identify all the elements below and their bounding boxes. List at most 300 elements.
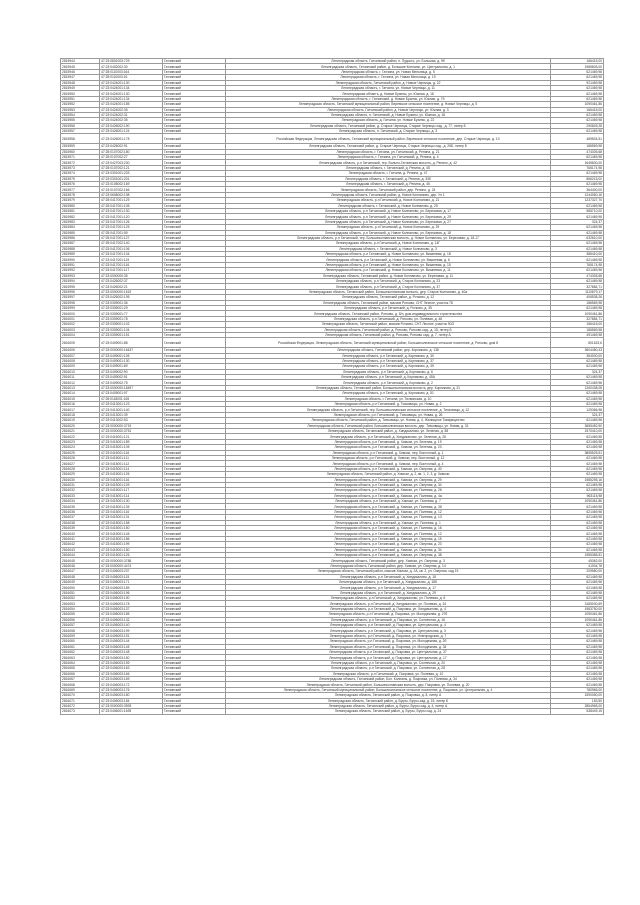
address-cell: Ленинградская область, р-н Гатчинский, д. Тихковицы, ул. Новая, д. 2 bbox=[226, 402, 551, 407]
address-cell: Ленинградская область, р-н Гатчинский, д. Хиндикалово, д. 185 bbox=[226, 579, 551, 584]
cadastral-number-cell: 47:23:0413001:123 bbox=[100, 402, 163, 407]
value-cell: 621469,98 bbox=[551, 257, 604, 262]
value-cell: 1110879,17 bbox=[551, 289, 604, 294]
address-cell: Ленинградская область, р-н Гатчинский, д. Корпиково, д. 30 bbox=[226, 353, 551, 358]
object-id-cell: 2816013 bbox=[61, 385, 100, 390]
municipality-cell: Гатчинский bbox=[163, 364, 226, 369]
object-id-cell: 2816009 bbox=[61, 364, 100, 369]
address-cell: Ленинградская область, р-н Гатчинский, д. Ротково, д. 35 bbox=[226, 305, 551, 310]
cadastral-number-cell: 47:23:0309001:78 bbox=[100, 316, 163, 321]
municipality-cell: Гатчинский bbox=[163, 375, 226, 380]
municipality-cell: Гатчинский bbox=[163, 666, 226, 671]
address-cell: Ленинградская область, Гатчинский район, дер. Корпиково, д. 138 bbox=[226, 348, 551, 353]
value-cell: 3855525,51 bbox=[551, 450, 604, 455]
municipality-cell: Гатчинский bbox=[163, 165, 226, 170]
cadastral-number-cell: 47:23:0426001:178 bbox=[100, 134, 163, 144]
object-id-cell: 2815989 bbox=[61, 252, 100, 257]
cadastral-number-cell: 47:23:0409001:89 bbox=[100, 364, 163, 369]
address-cell: Ленинградская область, р-н Гатчинский, д. Покровка, ул. Новгородская, д. 7 bbox=[226, 633, 551, 638]
cadastral-number-cell: 47:23:0406003:163 bbox=[100, 666, 163, 671]
address-cell: Ленинградская область, р-н Гатчинский, д. Химози, ул. Полевая, д. 12 bbox=[226, 531, 551, 536]
object-id-cell: 2816064 bbox=[61, 660, 100, 665]
municipality-cell: Гатчинский bbox=[163, 682, 226, 687]
object-id-cell: 2815945 bbox=[61, 64, 100, 69]
cadastral-number-cell: 47:23:0413002:53 bbox=[100, 418, 163, 423]
value-cell: 1090461,86 bbox=[551, 311, 604, 316]
municipality-cell: Гатчинский bbox=[163, 230, 226, 235]
object-id-cell: 2816027 bbox=[61, 461, 100, 466]
object-id-cell: 2816048 bbox=[61, 574, 100, 579]
address-cell: Ленинградская область, д. Гатчина, ул. Новые Бузины, д. 22 bbox=[226, 118, 551, 123]
value-cell: 621469,98 bbox=[551, 482, 604, 487]
value-cell: 491469,98 bbox=[551, 332, 604, 337]
cadastral-number-cell: 47:23:0301001:201 bbox=[100, 176, 163, 181]
municipality-cell: Гатчинский bbox=[163, 547, 226, 552]
municipality-cell: Гатчинский bbox=[163, 596, 226, 601]
cadastral-number-cell: 47:23:0406003:169 bbox=[100, 676, 163, 681]
address-cell: Ленинградская область, Гатчинский район, п. Пудость, ул. Большая, д. 9б bbox=[226, 59, 551, 64]
municipality-cell: Гатчинский bbox=[163, 214, 226, 219]
municipality-cell: Гатчинский bbox=[163, 295, 226, 300]
municipality-cell: Гатчинский bbox=[163, 311, 226, 316]
value-cell: 384000,00 bbox=[551, 353, 604, 358]
value-cell: 866215,00 bbox=[551, 176, 604, 181]
object-id-cell: 2815983 bbox=[61, 219, 100, 224]
object-id-cell: 2816041 bbox=[61, 536, 100, 541]
cadastral-number-cell: 47:23:0424001:134 bbox=[100, 96, 163, 101]
cadastral-number-cell: 47:23:0417001:120 bbox=[100, 214, 163, 219]
cadastral-number-cell: 47:23:0000000:35 bbox=[100, 273, 163, 278]
municipality-cell: Гатчинский bbox=[163, 709, 226, 714]
address-cell: Ленинградская область, р-н Гатчинский, д. Корпиково, д. 2 bbox=[226, 380, 551, 385]
municipality-cell: Гатчинский bbox=[163, 85, 226, 90]
cadastral-number-cell: 47:23:0309001:104 bbox=[100, 327, 163, 332]
cadastral-number-cell: 47:23:0417001:126 bbox=[100, 219, 163, 224]
municipality-cell: Гатчинский bbox=[163, 273, 226, 278]
cadastral-number-cell: 47:23:0413001:140 bbox=[100, 407, 163, 412]
address-cell: Ленинградская область, Гатчинский район, д. Большие Колпаны, ул. Центральная, д. 1 bbox=[226, 64, 551, 69]
value-cell: 621469,98 bbox=[551, 155, 604, 160]
municipality-cell: Гатчинский bbox=[163, 445, 226, 450]
municipality-cell: Гатчинский bbox=[163, 160, 226, 165]
municipality-cell: Гатчинский bbox=[163, 660, 226, 665]
address-cell: Ленинградская область, р-н Гатчинский, д. Корпиково, д. 37 bbox=[226, 358, 551, 363]
object-id-cell: 2816047 bbox=[61, 569, 100, 574]
value-cell: 621469,98 bbox=[551, 241, 604, 246]
municipality-cell: Гатчинский bbox=[163, 693, 226, 698]
value-cell: 1985805,00 bbox=[551, 64, 604, 69]
value-cell: 186569,98 bbox=[551, 300, 604, 305]
municipality-cell: Гатчинский bbox=[163, 488, 226, 493]
value-cell: 1570410,00 bbox=[551, 428, 604, 433]
address-cell: Ленинградская область, Гатчинский район, д. Старые Черницы, Старые Черницы сад., д. 77, литер Б bbox=[226, 123, 551, 128]
value-cell: 621469,98 bbox=[551, 623, 604, 628]
municipality-cell: Гатчинский bbox=[163, 69, 226, 74]
object-id-cell: 2816063 bbox=[61, 655, 100, 660]
address-cell: Ленинградская область, р-н Гатчинский, д. Химози, ул. Полевая, д. 26 bbox=[226, 488, 551, 493]
address-cell: Ленинградская область, г. Гатчина, ул. Новая Мельница, д. 19 bbox=[226, 75, 551, 80]
value-cell: 621469,98 bbox=[551, 682, 604, 687]
municipality-cell: Гатчинский bbox=[163, 623, 226, 628]
cadastral-number-cell: 47:23:0309001:77 bbox=[100, 311, 163, 316]
cadastral-number-cell: 47:23:0409002:91 bbox=[100, 375, 163, 380]
cadastral-number-cell: 47:23:0424002:35 bbox=[100, 107, 163, 112]
address-cell: Ленинградская область, р-н Гатчинский, д. Тихковицы, ул. Новая, д. 26 bbox=[226, 412, 551, 417]
value-cell: 474305,68 bbox=[551, 149, 604, 154]
municipality-cell: Гатчинский bbox=[163, 655, 226, 660]
municipality-cell: Гатчинский bbox=[163, 450, 226, 455]
object-id-cell: 2815990 bbox=[61, 257, 100, 262]
municipality-cell: Гатчинский bbox=[163, 171, 226, 176]
cadastral-number-cell: 47:23:0406003:189 bbox=[100, 585, 163, 590]
municipality-cell: Гатчинский bbox=[163, 676, 226, 681]
cadastral-number-cell: 47:23:0409001:130 bbox=[100, 358, 163, 363]
address-cell: Ленинградская область, р-н Гатчинский, д. Хиндикалово, ул. Зеленая, д. 26 bbox=[226, 434, 551, 439]
municipality-cell: Гатчинский bbox=[163, 612, 226, 617]
address-cell: Ленинградская область, Гатчинский район, д. Тихковицы, ул. Новая, д. 4, Жилищное Товарищество bbox=[226, 418, 551, 423]
object-id-cell: 2815959 bbox=[61, 144, 100, 149]
object-id-cell: 2816024 bbox=[61, 445, 100, 450]
municipality-cell: Гатчинский bbox=[163, 574, 226, 579]
address-cell: Ленинградская область, Гатчинский район, дер. Репино, д. 24 bbox=[226, 187, 551, 192]
municipality-cell: Гатчинский bbox=[163, 187, 226, 192]
cadastral-number-cell: 47:23:0406003:159 bbox=[100, 660, 163, 665]
municipality-cell: Гатчинский bbox=[163, 112, 226, 117]
value-cell: 324,37 bbox=[551, 412, 604, 417]
value-cell: 186569,98 bbox=[551, 327, 604, 332]
value-cell: 921469,98 bbox=[551, 80, 604, 85]
object-id-cell: 2815957 bbox=[61, 129, 100, 134]
object-id-cell: 2816061 bbox=[61, 644, 100, 649]
municipality-cell: Гатчинский bbox=[163, 198, 226, 203]
address-cell: Ленинградская область, г. Гатчина, ул. Тихвинская, д. 10 bbox=[226, 396, 551, 401]
municipality-cell: Гатчинский bbox=[163, 129, 226, 134]
table-body bbox=[61, 59, 604, 715]
municipality-cell: Гатчинский bbox=[163, 650, 226, 655]
object-id-cell: 2816026 bbox=[61, 455, 100, 460]
address-cell: Ленинградская область, Гатчинский район, д. Бугры, Бугры сад. д. 24 bbox=[226, 709, 551, 714]
municipality-cell: Гатчинский bbox=[163, 391, 226, 396]
address-cell: Ленинградская область, Гатчинский район, д. Хиндикалово, ул. Зеленая, д. 58 bbox=[226, 428, 551, 433]
cadastral-number-cell: 47:23:0415001:130 bbox=[100, 499, 163, 504]
address-cell: Ленинградская область, р-н Гатчинский, д. Новое Колпаново, ул. Березовая, д. 18 bbox=[226, 230, 551, 235]
address-cell: Ленинградская область, р-н Гатчинский, д. Хиндикалово, д. 17 bbox=[226, 585, 551, 590]
address-cell: Ленинградская область, р-н Гатчинский, д. Химози, ул. Озерная, д. 29 bbox=[226, 477, 551, 482]
address-cell: Ленинградская область, р-н Гатчинский, д. Покровка, ул. Центральная, д. 3 bbox=[226, 628, 551, 633]
value-cell: 621469,98 bbox=[551, 488, 604, 493]
value-cell: 621469,98 bbox=[551, 230, 604, 235]
municipality-cell: Гатчинский bbox=[163, 59, 226, 64]
property-register-table bbox=[60, 58, 604, 715]
cadastral-number-cell: 47:23:0415001:158 bbox=[100, 520, 163, 525]
municipality-cell: Гатчинский bbox=[163, 703, 226, 708]
object-id-cell: 2816017 bbox=[61, 407, 100, 412]
value-cell: 474305,68 bbox=[551, 273, 604, 278]
object-id-cell: 2815996 bbox=[61, 289, 100, 294]
value-cell: 489504,51 bbox=[551, 134, 604, 144]
address-cell: Ленинградская область, р-н Гатчинский, д. Химози, ул. Полевая, д. 38 bbox=[226, 504, 551, 509]
cadastral-number-cell: 47:23:0107002:166 bbox=[100, 187, 163, 192]
value-cell: 3185030,69 bbox=[551, 601, 604, 606]
object-id-cell: 2816058 bbox=[61, 628, 100, 633]
cadastral-number-cell: 47:23:0409001:88 bbox=[100, 338, 163, 348]
cadastral-number-cell: 47:23:0415001:116 bbox=[100, 450, 163, 455]
cadastral-number-cell: 47:23:0426002:37 bbox=[100, 279, 163, 284]
object-id-cell: 2815954 bbox=[61, 112, 100, 117]
object-id-cell: 2815980 bbox=[61, 203, 100, 208]
municipality-cell: Гатчинский bbox=[163, 369, 226, 374]
address-cell: Ленинградская область, р-н Гатчинский, д. Химози, пер. Восточный, д. 1 bbox=[226, 450, 551, 455]
value-cell: 621469,98 bbox=[551, 542, 604, 547]
cadastral-number-cell: 47:25:0110003:164 bbox=[100, 69, 163, 74]
municipality-cell: Гатчинский bbox=[163, 144, 226, 149]
object-id-cell: 2815975 bbox=[61, 176, 100, 181]
address-cell: Ленинградская область, Гатчинский район, массив Химози, д. 2А, кв. 2, ул. Озерная, сад 19 bbox=[226, 569, 551, 574]
value-cell: 621469,98 bbox=[551, 225, 604, 230]
address-cell: Ленинградская область, р-н Гатчинский, д. Покровка, ул. Полевая, д. 10 bbox=[226, 671, 551, 676]
object-id-cell: 2815960 bbox=[61, 149, 100, 154]
object-id-cell: 2816070 bbox=[61, 693, 100, 698]
object-id-cell: 2815974 bbox=[61, 171, 100, 176]
cadastral-number-cell: 47:23:0406003:184 bbox=[100, 698, 163, 703]
cadastral-number-cell: 47:23:0301001:233 bbox=[100, 171, 163, 176]
municipality-cell: Гатчинский bbox=[163, 289, 226, 294]
address-cell: Ленинградская область, г. Гатчина, ул. Гатчинский, д. Репина, д. 21 bbox=[226, 149, 551, 154]
value-cell: 621469,98 bbox=[551, 628, 604, 633]
object-id-cell: 2815984 bbox=[61, 225, 100, 230]
address-cell: Ленинградская область, р-н Гатчинский, д. Химози, пер. Восточный, д. 4 bbox=[226, 461, 551, 466]
value-cell: 1983750,00 bbox=[551, 606, 604, 611]
cadastral-number-cell: 47:23:0000000:4474 bbox=[100, 563, 163, 568]
address-cell: Ленинградская область, р-н Гатчинский, д. Покровка, ул. Центральная, д. 37 bbox=[226, 650, 551, 655]
municipality-cell: Гатчинский bbox=[163, 300, 226, 305]
cadastral-number-cell: 47:23:0424002:31 bbox=[100, 112, 163, 117]
address-cell: Ленинградская область, Гатчинский район, д. Новые Черницы, д. 22 bbox=[226, 80, 551, 85]
object-id-cell: 2815956 bbox=[61, 123, 100, 128]
cadastral-number-cell: 47:23:0424001:130 bbox=[100, 80, 163, 85]
cadastral-number-cell: 47:23:0415001:199 bbox=[100, 542, 163, 547]
object-id-cell: 2815988 bbox=[61, 246, 100, 251]
value-cell: 1090461,86 bbox=[551, 499, 604, 504]
object-id-cell: 2816066 bbox=[61, 671, 100, 676]
cadastral-number-cell: 47:23:0417001:125 bbox=[100, 225, 163, 230]
cadastral-number-cell: 47:23:0417001:104 bbox=[100, 252, 163, 257]
address-cell: Ленинградская область, р-н Гатчинский, д. Старое Колпаново, д. 23 bbox=[226, 279, 551, 284]
municipality-cell: Гатчинский bbox=[163, 134, 226, 144]
municipality-cell: Гатчинский bbox=[163, 107, 226, 112]
value-cell: 621469,98 bbox=[551, 358, 604, 363]
municipality-cell: Гатчинский bbox=[163, 531, 226, 536]
table-row bbox=[61, 338, 604, 348]
address-cell: Ленинградская область, р-н Гатчинский, д. Новое Колпаново, д. 21 bbox=[226, 198, 551, 203]
cadastral-number-cell: 47:23:0415001:121 bbox=[100, 434, 163, 439]
value-cell: 621469,98 bbox=[551, 650, 604, 655]
value-cell: 963115,98 bbox=[551, 493, 604, 498]
address-cell: Ленинградская область, р-н Гатчинский, д. Корпиково, д. 45А bbox=[226, 375, 551, 380]
object-id-cell: 2816054 bbox=[61, 606, 100, 611]
cadastral-number-cell: 47:23:0415001:116 bbox=[100, 509, 163, 514]
object-id-cell: 2815950 bbox=[61, 91, 100, 96]
municipality-cell: Гатчинский bbox=[163, 504, 226, 509]
cadastral-number-cell: 47:25:0110003:16 bbox=[100, 75, 163, 80]
value-cell: 125366,98 bbox=[551, 407, 604, 412]
object-id-cell: 2816053 bbox=[61, 601, 100, 606]
cadastral-number-cell: 47:23:0406003:171 bbox=[100, 579, 163, 584]
object-id-cell: 2816028 bbox=[61, 466, 100, 471]
municipality-cell: Гатчинский bbox=[163, 520, 226, 525]
municipality-cell: Гатчинский bbox=[163, 477, 226, 482]
object-id-cell: 2816034 bbox=[61, 499, 100, 504]
address-cell: Ленинградская область, р-н Гатчинский, д. Новое Колпаново, ул. Вишневая, д. 11 bbox=[226, 268, 551, 273]
municipality-cell: Гатчинский bbox=[163, 118, 226, 123]
cadastral-number-cell: 47:23:0309001:36 bbox=[100, 300, 163, 305]
municipality-cell: Гатчинский bbox=[163, 687, 226, 692]
value-cell: 621469,98 bbox=[551, 461, 604, 466]
address-cell: Ленинградская область, Гатчинский район, д. Химози, д. 2, кв. 1, 2, 3, д. Химози bbox=[226, 472, 551, 477]
cadastral-number-cell: 47:23:0406003:115 bbox=[100, 574, 163, 579]
address-cell: Ленинградская область, р-н Гатчинский, д. Корпиково, д. 39 bbox=[226, 364, 551, 369]
municipality-cell: Гатчинский bbox=[163, 348, 226, 353]
object-id-cell: 2816008 bbox=[61, 358, 100, 363]
object-id-cell: 2816012 bbox=[61, 380, 100, 385]
cadastral-number-cell: 47:23:0417001:119 bbox=[100, 257, 163, 262]
cadastral-number-cell: 47:23:0415001:117 bbox=[100, 488, 163, 493]
object-id-cell: 2815995 bbox=[61, 284, 100, 289]
municipality-cell: Гатчинский bbox=[163, 461, 226, 466]
object-id-cell: 2816062 bbox=[61, 650, 100, 655]
object-id-cell: 2815952 bbox=[61, 102, 100, 107]
cadastral-number-cell: 47:23:0409002:90 bbox=[100, 369, 163, 374]
object-id-cell: 2816065 bbox=[61, 666, 100, 671]
cadastral-number-cell: 47:23:0424001:130 bbox=[100, 91, 163, 96]
value-cell: 621469,98 bbox=[551, 536, 604, 541]
cadastral-number-cell: 47:23:0424001:185 bbox=[100, 102, 163, 107]
cadastral-number-cell: 47:23:0415001:131 bbox=[100, 515, 163, 520]
municipality-cell: Гатчинский bbox=[163, 698, 226, 703]
value-cell: 621469,98 bbox=[551, 509, 604, 514]
address-cell: Ленинградская область, р-н Гатчинский, д. Хиндикалово, ул. Полевая, д. 34 bbox=[226, 601, 551, 606]
municipality-cell: Гатчинский bbox=[163, 75, 226, 80]
municipality-cell: Гатчинский bbox=[163, 176, 226, 181]
object-id-cell: 2816021 bbox=[61, 428, 100, 433]
cadastral-number-cell: 47:25:0417001:129 bbox=[100, 198, 163, 203]
address-cell: Ленинградская область, Гатчинский район, Большеколпанская волость, дер. Старое Колпаново, д. 40а bbox=[226, 289, 551, 294]
object-id-cell: 2816050 bbox=[61, 585, 100, 590]
value-cell: 621469,98 bbox=[551, 96, 604, 101]
object-id-cell: 2816014 bbox=[61, 391, 100, 396]
cadastral-number-cell: 47:23:0417001:106 bbox=[100, 246, 163, 251]
address-cell: Ленинградская область, р-н Гатчинский, д. Новое Колпаново, ул. Березовая, д. 27 bbox=[226, 219, 551, 224]
value-cell: 621469,98 bbox=[551, 402, 604, 407]
object-id-cell: 2815947 bbox=[61, 75, 100, 80]
municipality-cell: Гатчинский bbox=[163, 91, 226, 96]
municipality-cell: Гатчинский bbox=[163, 439, 226, 444]
object-id-cell: 2816005 bbox=[61, 338, 100, 348]
value-cell: 621469,98 bbox=[551, 268, 604, 273]
address-cell: Ленинградская область, р-н Гатчинский, д. Химози, ул. Полевая, д. 7 bbox=[226, 499, 551, 504]
object-id-cell: 2816068 bbox=[61, 682, 100, 687]
cadastral-number-cell: 47:23:0406003:178 bbox=[100, 601, 163, 606]
object-id-cell: 2816007 bbox=[61, 353, 100, 358]
cadastral-number-cell: 47:23:0801003:729 bbox=[100, 59, 163, 64]
cadastral-number-cell: 47:23:0409002:75 bbox=[100, 380, 163, 385]
address-cell: Ленинградская область, р-н Гатчинский, д. Химози, ул. Озерная, д. 40 bbox=[226, 466, 551, 471]
value-cell: 621469,98 bbox=[551, 380, 604, 385]
value-cell: 621469,98 bbox=[551, 305, 604, 310]
address-cell: Ленинградская область, р-н Гатчинский, д. Хиндикалово, д. 18 bbox=[226, 574, 551, 579]
municipality-cell: Гатчинский bbox=[163, 552, 226, 557]
object-id-cell: 2815993 bbox=[61, 273, 100, 278]
municipality-cell: Гатчинский bbox=[163, 606, 226, 611]
cadastral-number-cell: 47:23:0417001:130 bbox=[100, 208, 163, 213]
object-id-cell: 2816015 bbox=[61, 396, 100, 401]
cadastral-number-cell: 47:23:0417001:117 bbox=[100, 268, 163, 273]
municipality-cell: Гатчинский bbox=[163, 590, 226, 595]
municipality-cell: Гатчинский bbox=[163, 279, 226, 284]
address-cell: Ленинградская область, Гатчинский район, д. Старые Черницы, Старые Черницы сад., д. 26Б, литер Б bbox=[226, 144, 551, 149]
municipality-cell: Гатчинский bbox=[163, 219, 226, 224]
value-cell: 621469,98 bbox=[551, 182, 604, 187]
address-cell: Ленинградская область, Гатчинский район, д. Новое Колпаново, ул. Березовая, д. 11 bbox=[226, 273, 551, 278]
object-id-cell: 2815951 bbox=[61, 96, 100, 101]
object-id-cell: 2816043 bbox=[61, 547, 100, 552]
cadastral-number-cell: 47:23:0409001:97 bbox=[100, 391, 163, 396]
cadastral-number-cell: 47:25:0417001:127 bbox=[100, 235, 163, 240]
object-id-cell: 2815973 bbox=[61, 165, 100, 170]
address-cell: Ленинградская область, р-н Гатчинский, д. Хиндикалово, д. 29 bbox=[226, 590, 551, 595]
value-cell: 621469,98 bbox=[551, 85, 604, 90]
address-cell: Ленинградская область, Гатчинский район, д. Бугры, Бугры-сад. д. 15, литер Б bbox=[226, 698, 551, 703]
address-cell: Ленинградская область, г. Гатчина, д. Репина, д. 47 bbox=[226, 171, 551, 176]
municipality-cell: Гатчинский bbox=[163, 639, 226, 644]
municipality-cell: Гатчинский bbox=[163, 412, 226, 417]
object-id-cell: 2816031 bbox=[61, 482, 100, 487]
address-cell: Российская Федерация, Ленинградская область, Гатчинский муниципальный район, Большеколпанское сельское поселение, д. Ротково, дом 8 bbox=[226, 338, 551, 348]
cadastral-number-cell: 47:23:0406003:144 bbox=[100, 639, 163, 644]
object-id-cell: 2815986 bbox=[61, 235, 100, 240]
value-cell: 406538,26 bbox=[551, 295, 604, 300]
municipality-cell: Гатчинский bbox=[163, 536, 226, 541]
address-cell: Ленинградская область, р-н Гатчинский, д. Корпиково, д. 6 bbox=[226, 369, 551, 374]
value-cell: 364400,00 bbox=[551, 187, 604, 192]
value-cell: 209580,00 bbox=[551, 569, 604, 574]
value-cell: 621469,98 bbox=[551, 676, 604, 681]
municipality-cell: Гатчинский bbox=[163, 671, 226, 676]
object-id-cell: 2815978 bbox=[61, 192, 100, 197]
address-cell: Ленинградская область, р-н Гатчинский, д. Химози, ул. Зеленая, д. 23 bbox=[226, 445, 551, 450]
municipality-cell: Гатчинский bbox=[163, 332, 226, 337]
cadastral-number-cell: 47:23:0406003:237 bbox=[100, 569, 163, 574]
object-id-cell: 2816002 bbox=[61, 322, 100, 327]
address-cell: Ленинградская область, р-н Гатчинский, д. Новое Колпаново, ул. Вишневая, д. 15 bbox=[226, 262, 551, 267]
cadastral-number-cell: 47:23:0415001:114 bbox=[100, 466, 163, 471]
value-cell: 621469,98 bbox=[551, 526, 604, 531]
value-cell: 621469,98 bbox=[551, 214, 604, 219]
municipality-cell: Гатчинский bbox=[163, 402, 226, 407]
cadastral-number-cell: 47:23:0409001:106 bbox=[100, 353, 163, 358]
municipality-cell: Гатчинский bbox=[163, 617, 226, 622]
municipality-cell: Гатчинский bbox=[163, 385, 226, 390]
municipality-cell: Гатчинский bbox=[163, 203, 226, 208]
object-id-cell: 2816025 bbox=[61, 450, 100, 455]
table-row bbox=[61, 709, 604, 714]
address-cell: Ленинградская область, р-н Гатчинский, тер. Большеколпанская волость, д. Новое Колпаново, ул. Березовая, д. 18-17 bbox=[226, 235, 551, 240]
municipality-cell: Гатчинский bbox=[163, 327, 226, 332]
cadastral-number-cell: 47:23:0415001:186 bbox=[100, 536, 163, 541]
object-id-cell: 2815992 bbox=[61, 268, 100, 273]
value-cell: 1090461,86 bbox=[551, 617, 604, 622]
value-cell: 1090461,86 bbox=[551, 102, 604, 107]
